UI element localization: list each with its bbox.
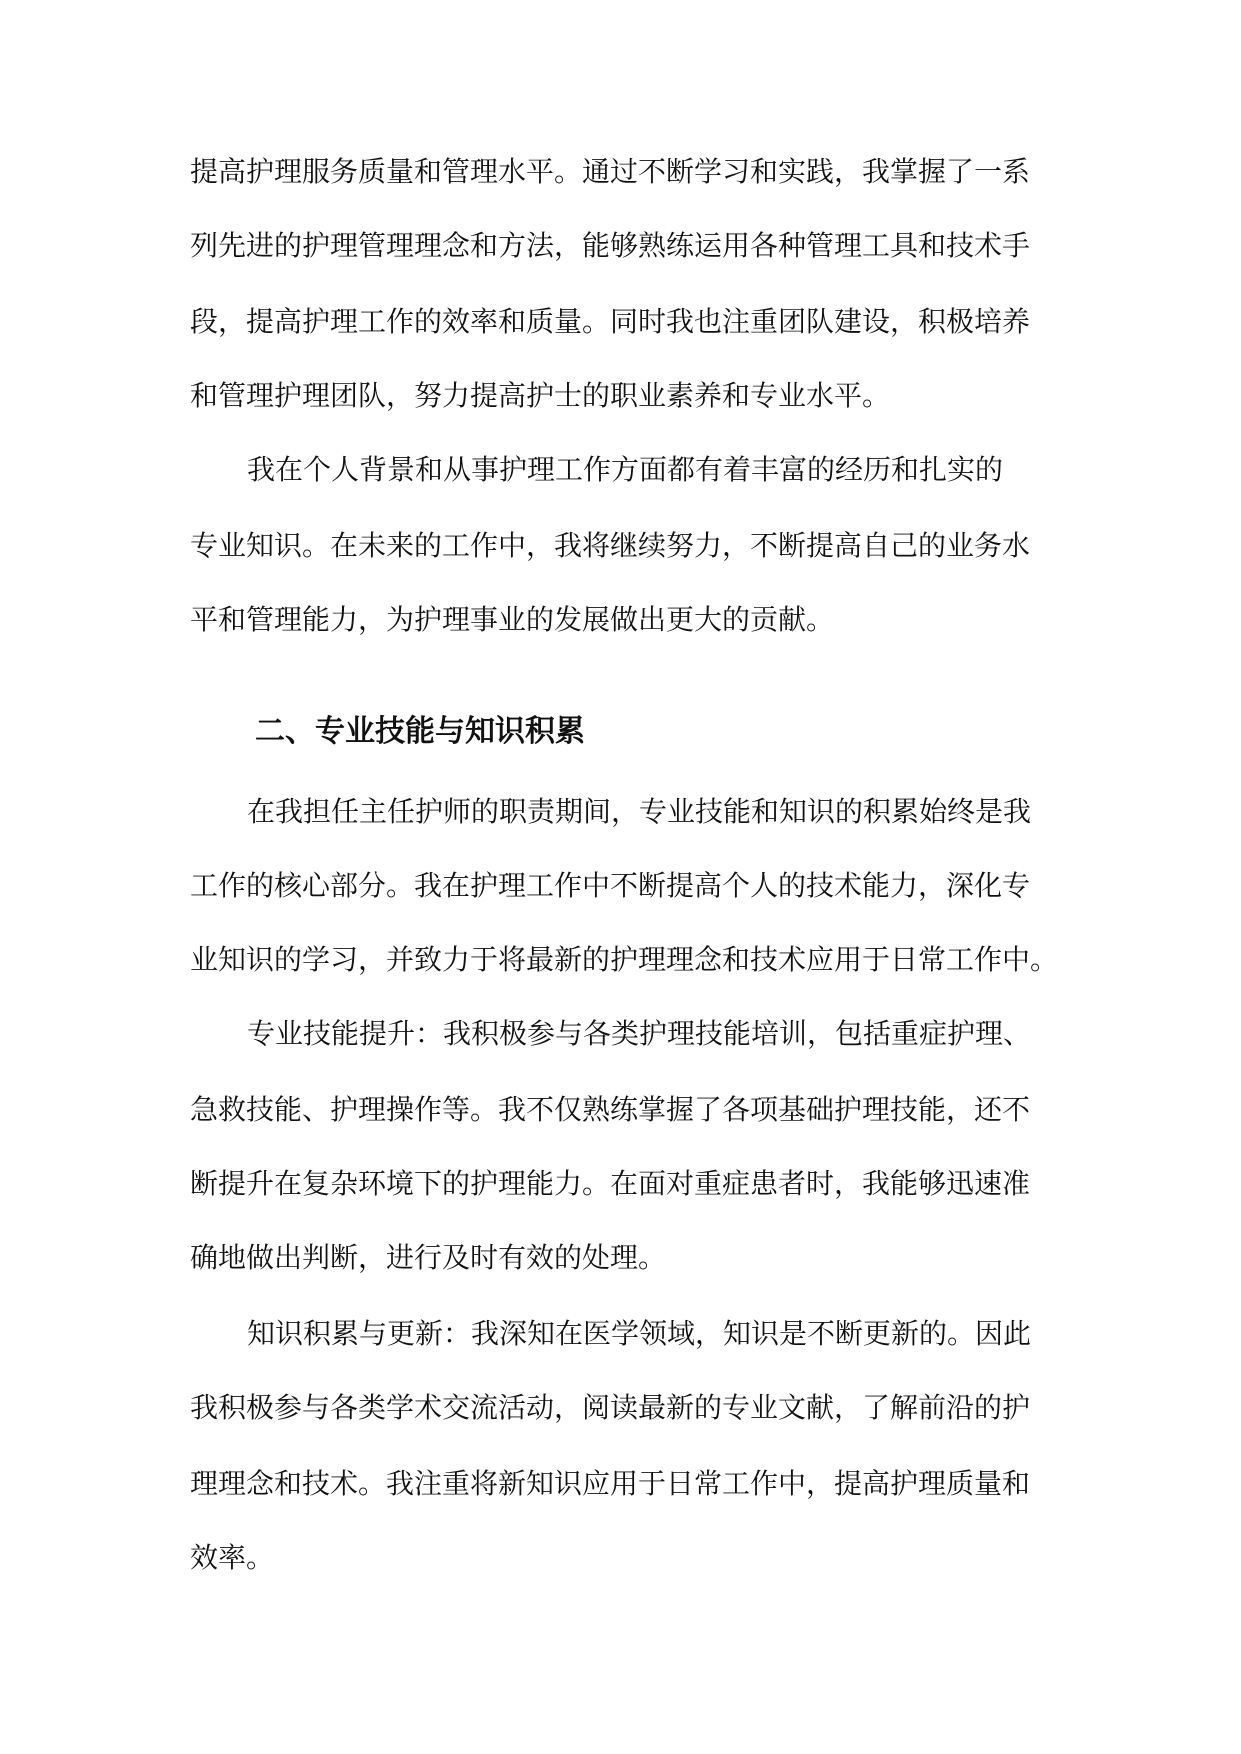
text-line: 理理念和技术。我注重将新知识应用于日常工作中，提高护理质量和 <box>190 1467 1031 1500</box>
text-line: 列先进的护理管理理念和方法，能够熟练运用各种管理工具和技术手 <box>190 229 1031 262</box>
text-line: 工作的核心部分。我在护理工作中不断提高个人的技术能力，深化专 <box>190 869 1031 902</box>
text-line: 我在个人背景和从事护理工作方面都有着丰富的经历和扎实的 <box>247 453 1004 486</box>
text-line: 确地做出判断，进行及时有效的处理。 <box>190 1241 667 1274</box>
text-line: 在我担任主任护师的职责期间，专业技能和知识的积累始终是我 <box>247 795 1032 828</box>
text-line: 平和管理能力，为护理事业的发展做出更大的贡献。 <box>190 603 835 636</box>
text-line: 提高护理服务质量和管理水平。通过不断学习和实践，我掌握了一系 <box>190 155 1031 188</box>
text-line: 效率。 <box>190 1541 275 1574</box>
text-line: 我积极参与各类学术交流活动，阅读最新的专业文献，了解前沿的护 <box>190 1391 1031 1424</box>
text-line: 专业知识。在未来的工作中，我将继续努力，不断提高自己的业务水 <box>190 529 1031 562</box>
text-line: 段，提高护理工作的效率和质量。同时我也注重团队建设，积极培养 <box>190 305 1031 338</box>
text-line: 知识积累与更新：我深知在医学领域，知识是不断更新的。因此 <box>247 1317 1032 1350</box>
text-line: 和管理护理团队，努力提高护士的职业素养和专业水平。 <box>190 379 891 412</box>
text-line: 专业技能提升：我积极参与各类护理技能培训，包括重症护理、 <box>247 1017 1032 1050</box>
text-line: 业知识的学习，并致力于将最新的护理理念和技术应用于日常工作中。 <box>190 943 1059 976</box>
text-line: 断提升在复杂环境下的护理能力。在面对重症患者时，我能够迅速准 <box>190 1167 1031 1200</box>
section-heading: 二、专业技能与知识积累 <box>255 714 585 749</box>
text-line: 急救技能、护理操作等。我不仅熟练掌握了各项基础护理技能，还不 <box>190 1093 1031 1126</box>
